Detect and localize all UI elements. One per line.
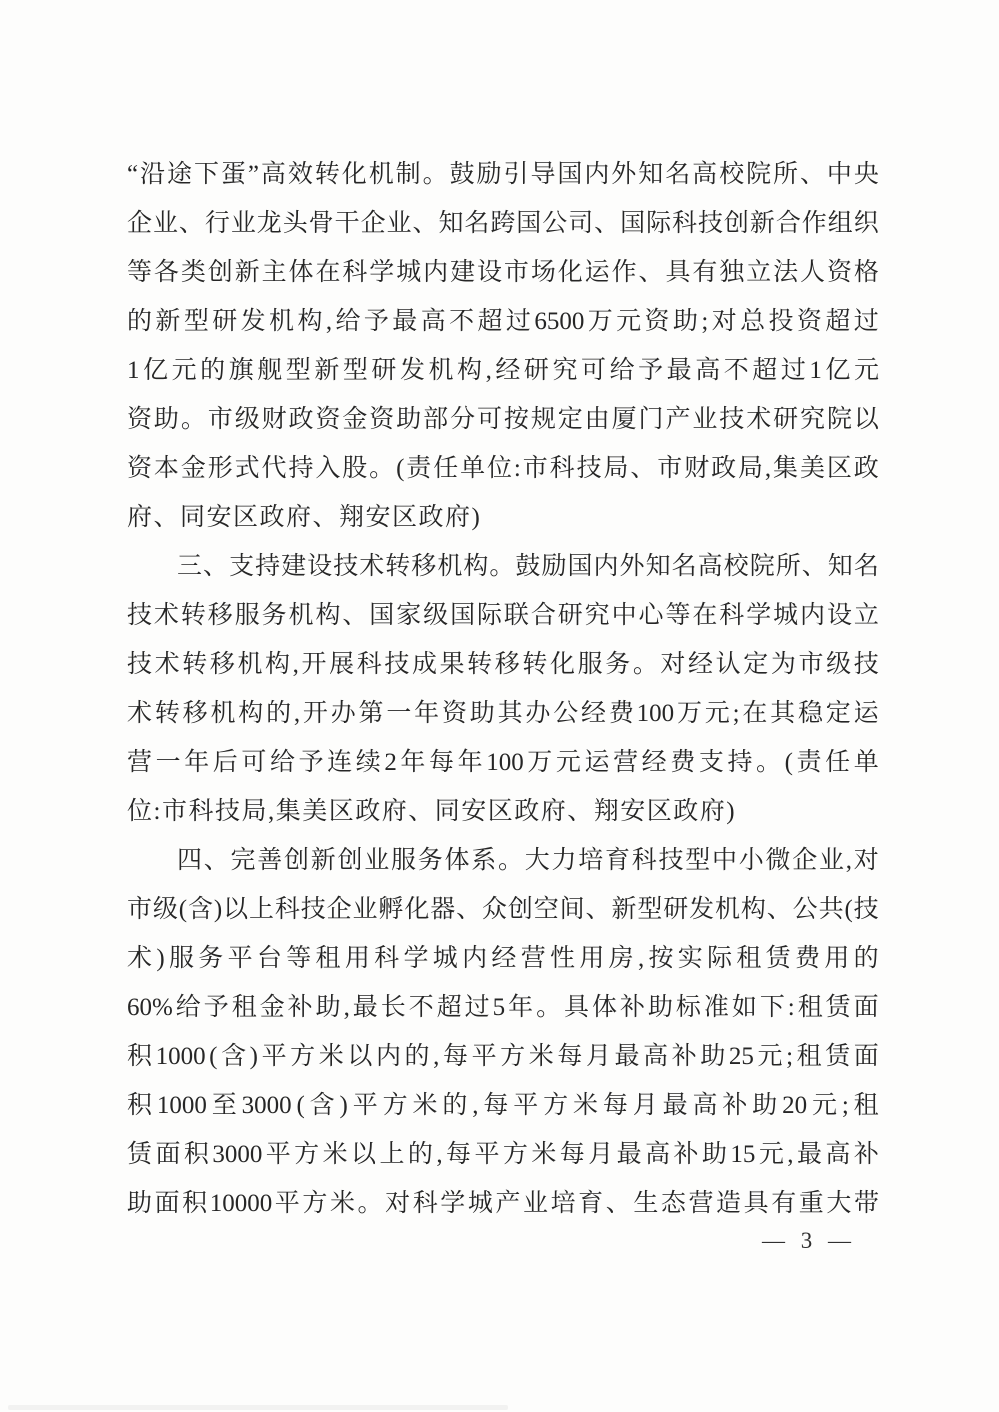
text-line: 等 各 类 创 新 主 体 在 科 学 城 内 建 设 市 场 化 运 作 、 具 有 独 立 法 人 资 格 [127,259,879,286]
text-line: 技 术 转 移 服 务 机 构 、 国 家 级 国 际 联 合 研 究 中 心 等 在 科 学 城 内 设 立 [127,602,879,629]
text-line: 技 术 转 移 机 构 , 开 展 科 技 成 果 转 移 转 化 服 务 。 对 经 认 定 为 市 级 技 [127,651,879,678]
page-number: — 3 — [762,1228,856,1253]
text-line: 积 1000 ( 含 ) 平 方 米 以 内 的 , 每 平 方 米 每 月 最 高 补 助 25 元 ; 租 赁 面 [127,1043,879,1070]
text-line: 的 新 型 研 发 机 构 , 给 予 最 高 不 超 过 6500 万 元 资 助 ; 对 总 投 资 超 过 [127,308,879,335]
text-line: 术 转 移 机 构 的 , 开 办 第 一 年 资 助 其 办 公 经 费 100 万 元 ; 在 其 稳 定 运 [127,700,879,727]
text-line: 60% 给 予 租 金 补 助 , 最 长 不 超 过 5 年 。 具 体 补 助 标 准 如 下 : 租 赁 面 [127,994,879,1021]
text-line: 术 ) 服 务 平 台 等 租 用 科 学 城 内 经 营 性 用 房 , 按 实 际 租 赁 费 用 的 [127,945,879,972]
text-line: 四 、 完 善 创 新 创 业 服 务 体 系 。 大 力 培 育 科 技 型 中 小 微 企 业 , 对 [177,847,879,874]
text-line: 积 1000 至 3000 ( 含 ) 平 方 米 的 , 每 平 方 米 每 月 最 高 补 助 20 元 ; 租 [127,1092,879,1119]
text-line: 资 本 金 形 式 代 持 入 股 。 ( 责 任 单 位 : 市 科 技 局 、 市 财 政 局 , 集 美 区 政 [127,455,879,482]
text-line: 助 面 积 10000 平 方 米 。 对 科 学 城 产 业 培 育 、 生 态 营 造 具 有 重 大 带 [127,1190,879,1217]
scan-noise-artifact [8,1405,508,1410]
text-line: 企 业 、 行 业 龙 头 骨 干 企 业 、 知 名 跨 国 公 司 、 国 际 科 技 创 新 合 作 组 织 [127,210,879,237]
text-line: “ 沿 途 下 蛋 ” 高 效 转 化 机 制 。 鼓 励 引 导 国 内 外 知 名 高 校 院 所 、 中 央 [127,161,879,188]
text-line: 1 亿 元 的 旗 舰 型 新 型 研 发 机 构 , 经 研 究 可 给 予 最 高 不 超 过 1 亿 元 [127,357,879,384]
text-line: 府、同安区政府、翔安区政府) [127,504,482,531]
text-line: 三 、 支 持 建 设 技 术 转 移 机 构 。 鼓 励 国 内 外 知 名 高 校 院 所 、 知 名 [177,553,879,580]
text-line: 资 助 。 市 级 财 政 资 金 资 助 部 分 可 按 规 定 由 厦 门 产 业 技 术 研 究 院 以 [127,406,879,433]
text-line: 赁 面 积 3000 平 方 米 以 上 的 , 每 平 方 米 每 月 最 高 补 助 15 元 , 最 高 补 [127,1141,879,1168]
document-body [127,150,879,1228]
text-line: 市 级 ( 含 ) 以 上 科 技 企 业 孵 化 器 、 众 创 空 间 、 新 型 研 发 机 构 、 公 共 ( 技 [127,896,879,923]
text-line: 营 一 年 后 可 给 予 连 续 2 年 每 年 100 万 元 运 营 经 费 支 持 。 ( 责 任 单 [127,749,879,776]
text-line: 位:市科技局,集美区政府、同安区政府、翔安区政府) [127,798,737,825]
